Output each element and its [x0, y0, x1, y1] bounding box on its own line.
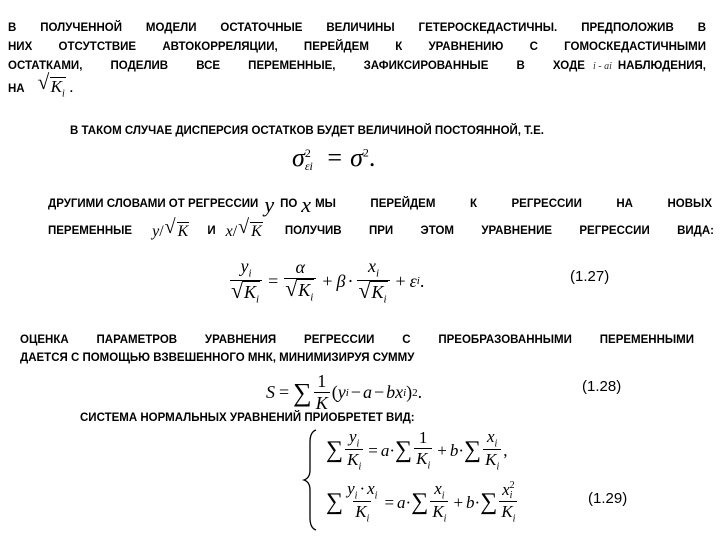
p3-text-c: МЫ ПЕРЕЙДЕМ К РЕГРЕССИИ НА НОВЫХ: [315, 198, 712, 210]
eq127-plus-2: +: [395, 270, 406, 291]
variance-rhs-sup: 2: [362, 145, 369, 160]
eq127-equals: =: [268, 270, 279, 291]
eq129-r2-x-3: x: [502, 479, 510, 499]
p3-text-and: И: [207, 224, 216, 237]
eq129-r2-a: a: [397, 492, 406, 512]
equation-1-28: [266, 372, 422, 413]
paragraph-3-line-2: [48, 222, 714, 240]
eq129-r1-b: b: [449, 440, 459, 460]
eq128-s: S: [266, 382, 275, 403]
p1-sqrt-k: [39, 77, 66, 102]
p1-line-3-b: НАБЛЮДЕНИЯ,: [617, 60, 706, 72]
p3-m2-var: x: [225, 223, 233, 240]
equation-1-29-row-1: [326, 428, 507, 473]
eq127-den3-sub: i: [383, 293, 387, 306]
eq129-r2-frac-3: [499, 481, 517, 525]
eq129-r2-x-sub: i: [374, 490, 378, 502]
eq129-r1-plus: +: [437, 440, 447, 460]
eq128-k: K: [315, 392, 328, 413]
paragraph-5: СИСТЕМА НОРМАЛЬНЫХ УРАВНЕНИЙ ПРИОБРЕТЕТ ВИД:: [80, 412, 415, 424]
eq129-r2-frac-2: [430, 480, 448, 525]
eq128-bx: bx: [386, 382, 404, 403]
eq128-frac: [314, 372, 330, 413]
eq129-r1-y: y: [349, 427, 357, 446]
p3-m2-rad: K: [251, 223, 262, 240]
eq127-dot: ·: [347, 270, 354, 291]
eq129-r2-sum-1: ∑: [326, 489, 344, 516]
eq127-beta: β: [336, 270, 346, 291]
eq127-den2-sub: i: [310, 291, 314, 304]
eq129-r2-k-1-sub: i: [366, 513, 370, 525]
eq128-bx-sub: i: [403, 386, 407, 399]
eq129-r2-b: b: [466, 492, 475, 512]
eq129-r1-frac-3: [483, 428, 501, 473]
eq129-r2-x-3-sub: i: [509, 489, 513, 501]
p1-line-4-b: .: [69, 83, 73, 96]
eq128-equals: =: [279, 382, 290, 403]
eq128-minus-1: −: [350, 382, 361, 403]
p1-sqrt-k-var: K: [50, 77, 62, 96]
eq129-r2-plus: +: [453, 492, 464, 512]
eq127-lhs-num-sub: i: [248, 267, 252, 280]
p1-line-4-a: НА: [8, 83, 25, 96]
p3-math-y-over-sqrt-k: [152, 222, 189, 240]
p1-line-3: [8, 58, 706, 75]
eq129-r1-k-1-sub: i: [358, 461, 362, 473]
p3-text-b: ПО: [280, 198, 298, 210]
eq127-den3-var: K: [371, 281, 384, 302]
eq129-r1-a: a: [380, 440, 390, 460]
eq129-r1-k-3: K: [485, 450, 497, 470]
eq129-r1-k-1: K: [347, 450, 359, 470]
eq127-alpha-frac: [284, 258, 316, 304]
eq128-sum: ∑: [293, 377, 312, 407]
eq129-r1-dot-1: ·: [389, 440, 395, 460]
eq129-r2-num-dot: ·: [359, 479, 366, 498]
equation-variance: [292, 143, 375, 173]
eq128-a: a: [362, 382, 372, 403]
eq128-end: .: [417, 382, 423, 403]
eq129-r2-sum-3: ∑: [480, 489, 498, 516]
eq129-r1-sum-2: ∑: [395, 437, 413, 464]
eq129-r1-frac-1: [345, 428, 363, 473]
variance-lhs-sub: εi: [304, 159, 313, 174]
eq129-r2-sum-2: ∑: [411, 489, 429, 516]
p3-var-x: x: [301, 192, 312, 217]
eq129-r2-x-2: x: [434, 479, 442, 498]
eq129-r2-y-sub: i: [354, 490, 358, 502]
eq129-r1-one: 1: [418, 428, 428, 448]
eq129-r2-k-3: K: [501, 501, 513, 521]
p3-text-a: ДРУГИМИ СЛОВАМИ ОТ РЕГРЕССИИ: [48, 198, 259, 210]
p1-line-2: НИХ ОТСУТСТВИЕ АВТОКОРРЕЛЯЦИИ, ПЕРЕЙДЕМ К УРАВНЕНИЮ С ГОМОСКЕДАСТИЧНЫМИ: [8, 41, 706, 53]
p3-m1-var: y: [152, 223, 160, 240]
eq129-r1-k-2: K: [416, 449, 428, 469]
eq129-r2-k-2: K: [432, 502, 444, 522]
eq128-one: 1: [317, 371, 327, 391]
eq129-r2-x-sq: 2: [509, 479, 515, 491]
p3-text-e: ПОЛУЧИВ ПРИ ЭТОМ УРАВНЕНИЕ РЕГРЕССИИ ВИДА:: [284, 224, 714, 237]
eq127-lhs-frac: [230, 257, 262, 306]
eq128-y-sub: i: [345, 386, 349, 399]
eq127-eps: ε: [409, 270, 417, 291]
p1-line-4: [8, 77, 73, 102]
eq129-r2-y: y: [347, 479, 355, 498]
equation-number-1-27: (1.27): [570, 268, 610, 285]
p1-sqrt-k-sub: i: [61, 88, 65, 100]
paragraph-4-line-2: ДАЕТСЯ С ПОМОЩЬЮ ВЗВЕШЕННОГО МНК, МИНИМИЗИРУЯ СУММУ: [20, 352, 415, 364]
eq127-x-num: x: [367, 256, 376, 276]
eq127-den2-var: K: [298, 280, 311, 301]
p3-m1-rad: K: [177, 223, 189, 240]
eq129-r1-x: x: [487, 427, 495, 446]
eq127-eps-sub: i: [416, 275, 420, 288]
eq127-plus-1: +: [322, 270, 333, 291]
eq128-sq: 2: [412, 386, 418, 399]
p1-inline-index: i - ai: [592, 61, 612, 72]
eq129-r1-comma: ,: [503, 440, 508, 460]
eq127-x-sub: i: [375, 267, 379, 280]
equation-1-29-row-2: [326, 480, 519, 525]
eq129-r1-k-3-sub: i: [496, 461, 500, 473]
equation-1-27: [228, 257, 424, 306]
eq127-den1-var: K: [244, 281, 257, 302]
equation-number-1-28: (1.28): [582, 378, 622, 395]
p1-line-1: В ПОЛУЧЕННОЙ МОДЕЛИ ОСТАТОЧНЫЕ ВЕЛИЧИНЫ ГЕТЕРОСКЕДАСТИЧНЫ. ПРЕДПОЛОЖИВ В: [8, 22, 706, 34]
eq129-r1-frac-2: [414, 429, 432, 472]
eq129-r1-sum-1: ∑: [326, 437, 344, 464]
eq129-r2-dot-1: ·: [405, 492, 412, 512]
eq129-r1-sum-3: ∑: [464, 437, 482, 464]
eq129-r1-k-2-sub: i: [427, 460, 431, 472]
equation-number-1-29: (1.29): [588, 490, 628, 507]
eq128-paren-open: (: [331, 382, 338, 403]
eq127-x-frac: [357, 257, 389, 306]
eq127-den1-sub: i: [256, 293, 260, 306]
eq129-r1-dot-2: ·: [458, 440, 464, 460]
variance-lhs: σ: [292, 143, 305, 172]
eq127-end: .: [419, 270, 425, 291]
p3-m1-div: /: [159, 223, 164, 240]
eq129-r2-dot-2: ·: [474, 492, 481, 512]
p3-var-y: y: [264, 192, 275, 217]
p3-math-x-over-sqrt-k: [226, 222, 263, 240]
p3-text-d: ПЕРЕМЕННЫЕ: [48, 224, 133, 237]
eq129-r2-k-3-sub: i: [512, 513, 516, 525]
p3-m2-div: /: [232, 223, 238, 240]
eq129-r2-x: x: [367, 479, 375, 498]
variance-equals: =: [327, 143, 343, 172]
eq129-r2-k-2-sub: i: [443, 513, 447, 525]
eq129-r2-k-1: K: [355, 502, 367, 522]
eq129-r1-y-sub: i: [356, 438, 360, 450]
p1-line-3-a: ОСТАТКАМИ, ПОДЕЛИВ ВСЕ ПЕРЕМЕННЫЕ, ЗАФИКСИРОВАННЫЕ В ХОДЕ: [8, 60, 585, 72]
variance-rhs: σ: [350, 143, 363, 172]
eq129-r1-x-sub: i: [494, 438, 498, 450]
eq129-r2-equals: =: [384, 492, 395, 512]
variance-end: .: [368, 143, 376, 172]
eq128-minus-2: −: [373, 382, 385, 403]
eq127-lhs-num: y: [240, 256, 249, 276]
paragraph-2: В ТАКОМ СЛУЧАЕ ДИСПЕРСИЯ ОСТАТКОВ БУДЕТ ВЕЛИЧИНОЙ ПОСТОЯННОЙ, Т.Е.: [70, 125, 544, 137]
eq128-y: y: [337, 382, 346, 403]
eq129-r1-equals: =: [368, 440, 378, 460]
eq128-paren-close: ): [406, 382, 413, 403]
variance-lhs-sup: 2: [304, 146, 311, 161]
system-brace: [302, 428, 318, 532]
paragraph-4-line-1: ОЦЕНКА ПАРАМЕТРОВ УРАВНЕНИЯ РЕГРЕССИИ С ПРЕОБРАЗОВАННЫМИ ПЕРЕМЕННЫМИ: [20, 334, 694, 346]
paragraph-3-line-1: [48, 192, 712, 217]
eq127-alpha: α: [295, 257, 305, 278]
eq129-r2-frac-1: [345, 480, 379, 525]
eq129-r2-x-2-sub: i: [441, 490, 445, 502]
